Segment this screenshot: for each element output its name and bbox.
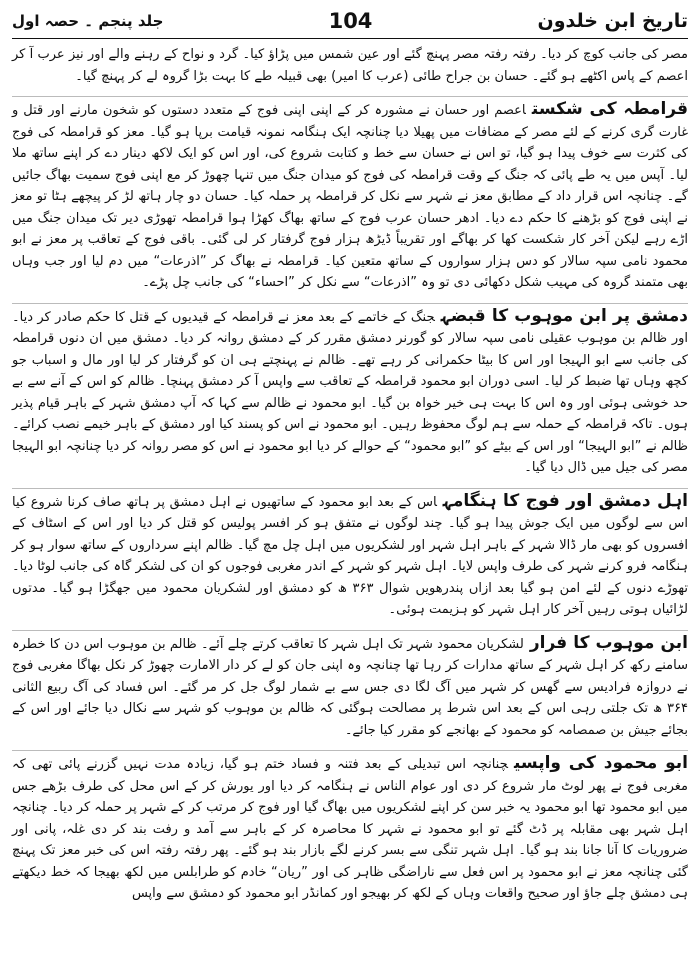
section-heading: قرامطہ کی شکست — [531, 99, 688, 119]
volume-info: جلد پنجم ۔ حصہ اول — [12, 12, 164, 30]
page-header — [12, 4, 688, 39]
paragraph-text: مصر کی جانب کوچ کر دیا۔ رفتہ رفتہ مصر پہنچ گئے اور عین شمس میں پڑاؤ کیا۔ گرد و نواح کے رہنے والے اور نیز عرب آ کر اعصم کے پاس اکٹھے ہو گئے۔ حسان بن جراح طائی (عرب کا امیر) بھی قبیلہ طے کا بہت بڑا گروہ لے کر پہنچ گیا۔ — [12, 47, 688, 84]
intro-paragraph — [12, 44, 688, 87]
page-number: 104 — [328, 9, 373, 33]
paragraph-text: چنانچہ اس تبدیلی کے بعد فتنہ و فساد ختم ہو گیا، زیادہ مدت نہیں گزرنے پائی تھی کہ مغربی فوج نے پھر لوٹ مار شروع کر دی اور عوام الناس نے ہنگامہ کر دیا اور یورش کر کے اس محل کی طرف بڑھے جس میں ابو محمود تھا ابو محمود یہ خبر سن کر اپنے لشکریوں میں بھاگ گیا اور فوج کر مرتب کر کے شہر پر حملہ کر دیا۔ چنانچہ اہل شہر بھی مقابلہ پر ڈٹ گئے تو ابو محمود نے شہر کا محاصرہ کر کے باہر سے آمد و رفت بند کر دی غلہ، پانی اور ضروریات کا آنا جانا بند ہو گیا۔ اہل شہر تنگی سے بسر کرنے لگے بازار بند ہو گئے۔ پھر رفتہ رفتہ اس کی خبر معز تک پہنچ گئی چنانچہ معز نے ابو محمود پر اس فعل سے ناراضگی ظاہر کی اور ”ریان“ خادم کو طرابلس میں لکھ بھیجا کہ خط دیکھتے ہی دمشق چلے جاؤ اور صحیح واقعات وہاں کے لکھ کر بھیجو اور کمانڈر ابو محمود کو دمشق سے واپس — [12, 757, 688, 901]
section-heading: ابو محمود کی واپسی — [513, 753, 688, 773]
book-title: تاریخ ابن خلدون — [537, 10, 688, 32]
section-heading: ابن موہوب کا فرار — [529, 632, 688, 653]
paragraph-text: اعصم اور حسان نے مشورہ کر کے اپنی اپنی فوج کے متعدد دستوں کو شخون مارنے اور قتل و غارت گری کرنے کے لئے مصر کے مضافات میں پھیلا دیا چنانچہ ایک ہنگامہ نمونہ قیامت برپا ہو گیا۔ معز کو قرامطہ کی فوج کی کثرت سے خوف پیدا ہو گیا، تو اس نے حسان سے خط و کتابت شروع کی، اور اس کو ایک لاکھ دینار دے کر اپنے ساتھ ملا لیا۔ آپس میں یہ طے پائی کہ جنگ کے وقت قرامطہ کی فوج کو میدان جنگ میں تنہا چھوڑ کر مع اپنی فوج سمیت بھاگ جائیں گے۔ چنانچہ اس قرار داد کے مطابق معز نے شہر سے نکل کر قرامطہ پر حملہ کیا۔ حسان دو چار ہاتھ لڑ کر پیچھے ہٹا تو معز نے اپنی فوج کو بڑھنے کا حکم دے دیا۔ ادھر حسان عرب فوج کے ساتھ بھاگ کھڑا ہوا قرامطہ تھوڑی دیر تک میدان جنگ میں اڑے رہے لیکن آخر کار شکست کھا کر بھاگے اور تقریباً ڈیڑھ ہزار فوج گرفتار کر لی گئی۔ باقی فوج کے تعاقب پر معز نے ابو محمود نامی سپہ سالار کو دس ہزار سواروں کے ساتھ متعین کیا۔ قرامطہ نے بھاگ کر ”اذرعات“ میں دم لیا اور جب وہاں بھی متمند گروہ کی مہیب شکل دکھائی دی تو وہ ”اذرعات“ سے نکل کر ”احساء“ کی جانب چل پڑے۔ — [12, 103, 688, 290]
section-qaramita-defeat — [12, 96, 688, 294]
section-heading: اہل دمشق اور فوج کا ہنگامہ — [442, 490, 688, 511]
section-return — [12, 750, 688, 905]
section-damascus-capture — [12, 303, 688, 479]
section-riot — [12, 488, 688, 621]
paragraph-text: جنگ کے خاتمے کے بعد معز نے قرامطہ کے قیدیوں کے قتل کا حکم صادر کر دیا۔ اور ظالم بن موہوب عقیلی نامی سپہ سالار کو گورنر دمشق مقرر کر کے دمشق روانہ کر دیا۔ دمشق میں ان دنوں قرامطہ کی جانب سے ابو الہیجا اور اس کا بیٹا حکمرانی کر رہے تھے۔ ظالم نے پہنچتے ہی ان کو گرفتار کر لیا اور مال و اسباب جو کچھ وہاں تھا ضبط کر لیا۔ اسی دوران ابو محمود قرامطہ کے تعاقب سے واپس آ کر دمشق پہنچا۔ ظالم کو اس کے آنے سے بے حد خوشی ہوئی اور وہ اس کا بہت ہی خیر خواہ بن گیا۔ ابو محمود نے ظالم سے کہا کہ آپ دمشق شہر کے باہر قیام پذیر ہوں۔ تاکہ قرامطہ کے حملہ سے ہم لوگ محفوظ رہیں۔ ابو محمود نے اس کو پسند کیا اور دمشق کے باہر خیمے نصب کرائے۔ ظالم نے ”ابو الہیجا“ اور اس کے بیٹے کو ”ابو محمود“ کے حوالے کر دیا ابو محمود نے اس کو مصر روانہ کر دیا چنانچہ ابو الہیجا مصر کی جیل میں ڈال دیا گیا۔ — [12, 309, 688, 475]
paragraph-text: لشکریان محمود شہر تک اہل شہر کا تعاقب کرتے چلے آئے۔ ظالم بن موہوب اس دن کا خطرہ سامنے رکھ کر اہل شہر کے ساتھ مدارات کر رہا تھا چنانچہ وہ اپنی جان کو لے کر دار الامارت چھوڑ کر نکل بھاگا مغربی فوج نے دروازہ فرادیس سے گھس کر شہر میں آگ لگا دی جس سے بے شمار لوگ جل کر مر گئے۔ اس فساد کی آگ ربیع الثانی ۳۶۴ ھ تک جلتی رہی اس کے بعد اس شرط پر مصالحت ہوگئی کہ ظالم بن موہوب کو شہر سے نکال دیا جائے اور اس کے بجائے جیش بن صمصامہ کو محمود کے بھانجے کو مقرر کیا جائے۔ — [12, 636, 688, 738]
section-escape — [12, 630, 688, 742]
page-body — [12, 44, 688, 914]
section-heading: دمشق پر ابن موہوب کا قبضہ — [440, 305, 688, 326]
paragraph-text: اس کے بعد ابو محمود کے ساتھیوں نے اہل دمشق پر ہاتھ صاف کرنا شروع کیا اس سے لوگوں میں ایک جوش پیدا ہو گیا۔ چند لوگوں نے متفق ہو کر افسر پولیس کو قتل کر دیا اور اس کے اسٹاف کے افسروں کو بھی مار ڈالا شہر کے باہر اہل شہر اور لشکریوں میں اہل چل مچ گیا۔ ظالم اپنے سرداروں کے ساتھ سوار ہو کر ہنگامہ فرو کرنے شہر کی طرف واپس لایا۔ اہل شہر کو شہر کے اندر مغربی فوجوں کو ان کی لشکر گاہ کی جانب لوٹا دیا۔ تھوڑے دنوں کے لئے امن ہو گیا بعد ازاں پندرھویں شوال ۳۶۳ ھ کو دمشق اور لشکریان محمود میں جھگڑا ہو گیا۔ مدتوں لڑائیاں ہوتی رہیں آخر کار اہل شہر کو ہزیمت ہوئی۔ — [12, 494, 688, 617]
